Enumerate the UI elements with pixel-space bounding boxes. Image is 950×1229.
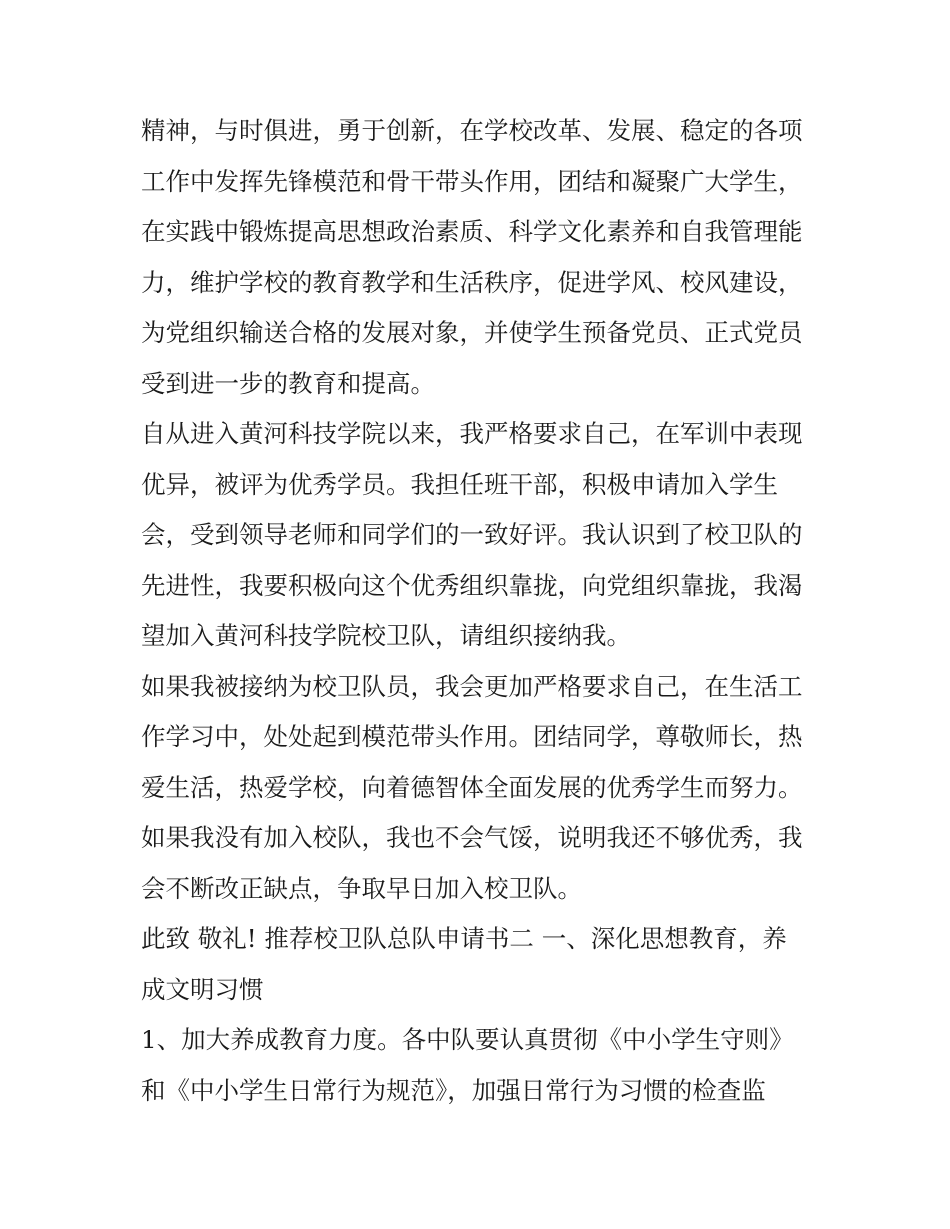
paragraph-2	[141, 409, 813, 662]
paragraph-1	[141, 106, 813, 409]
text-line: 爱生活，热爱学校，向着德智体全面发展的优秀学生而努力。	[141, 772, 803, 802]
document-body	[141, 106, 813, 1116]
text-line: 会不断改正缺点，争取早日加入校卫队。	[141, 873, 582, 903]
paragraph-4	[141, 914, 813, 1015]
text-line: 优异，被评为优秀学员。我担任班干部，积极申请加入学生	[141, 469, 778, 499]
text-line: 在实践中锻炼提高思想政治素质、科学文化素养和自我管理能	[141, 217, 803, 246]
text-line: 工作中发挥先锋模范和骨干带头作用，团结和凝聚广大学生，	[141, 166, 803, 196]
text-line: 先进性，我要积极向这个优秀组织靠拢，向党组织靠拢，我渴	[141, 570, 803, 600]
text-line: 如果我没有加入校队，我也不会气馁，说明我还不够优秀，我	[141, 823, 803, 852]
text-line: 1、加大养成教育力度。各中队要认真贯彻《中小学生守则》	[141, 1025, 794, 1054]
text-line: 精神，与时俱进，勇于创新，在学校改革、发展、稳定的各项	[141, 116, 803, 145]
text-line: 力，维护学校的教育教学和生活秩序，促进学风、校风建设，	[141, 267, 803, 297]
text-line: 望加入黄河科技学院校卫队，请组织接纳我。	[141, 621, 631, 650]
text-line: 成文明习惯	[141, 974, 264, 1004]
text-line: 为党组织输送合格的发展对象，并使学生预备党员、正式党员	[141, 318, 803, 347]
paragraph-3	[141, 662, 813, 915]
text-line: 和《中小学生日常行为规范》，加强日常行为习惯的检查监	[141, 1075, 766, 1105]
text-line: 受到进一步的教育和提高。	[141, 368, 435, 398]
text-line: 如果我被接纳为校卫队员，我会更加严格要求自己，在生活工	[141, 671, 803, 701]
paragraph-5	[141, 1015, 813, 1116]
text-line: 作学习中，处处起到模范带头作用。团结同学，尊敬师长，热	[141, 722, 803, 751]
text-line: 会，受到领导老师和同学们的一致好评。我认识到了校卫队的	[141, 520, 803, 549]
text-line: 此致 敬礼! 推荐校卫队总队申请书二 一、深化思想教育，养	[141, 924, 787, 953]
text-line: 自从进入黄河科技学院以来，我严格要求自己，在军训中表现	[141, 419, 803, 448]
